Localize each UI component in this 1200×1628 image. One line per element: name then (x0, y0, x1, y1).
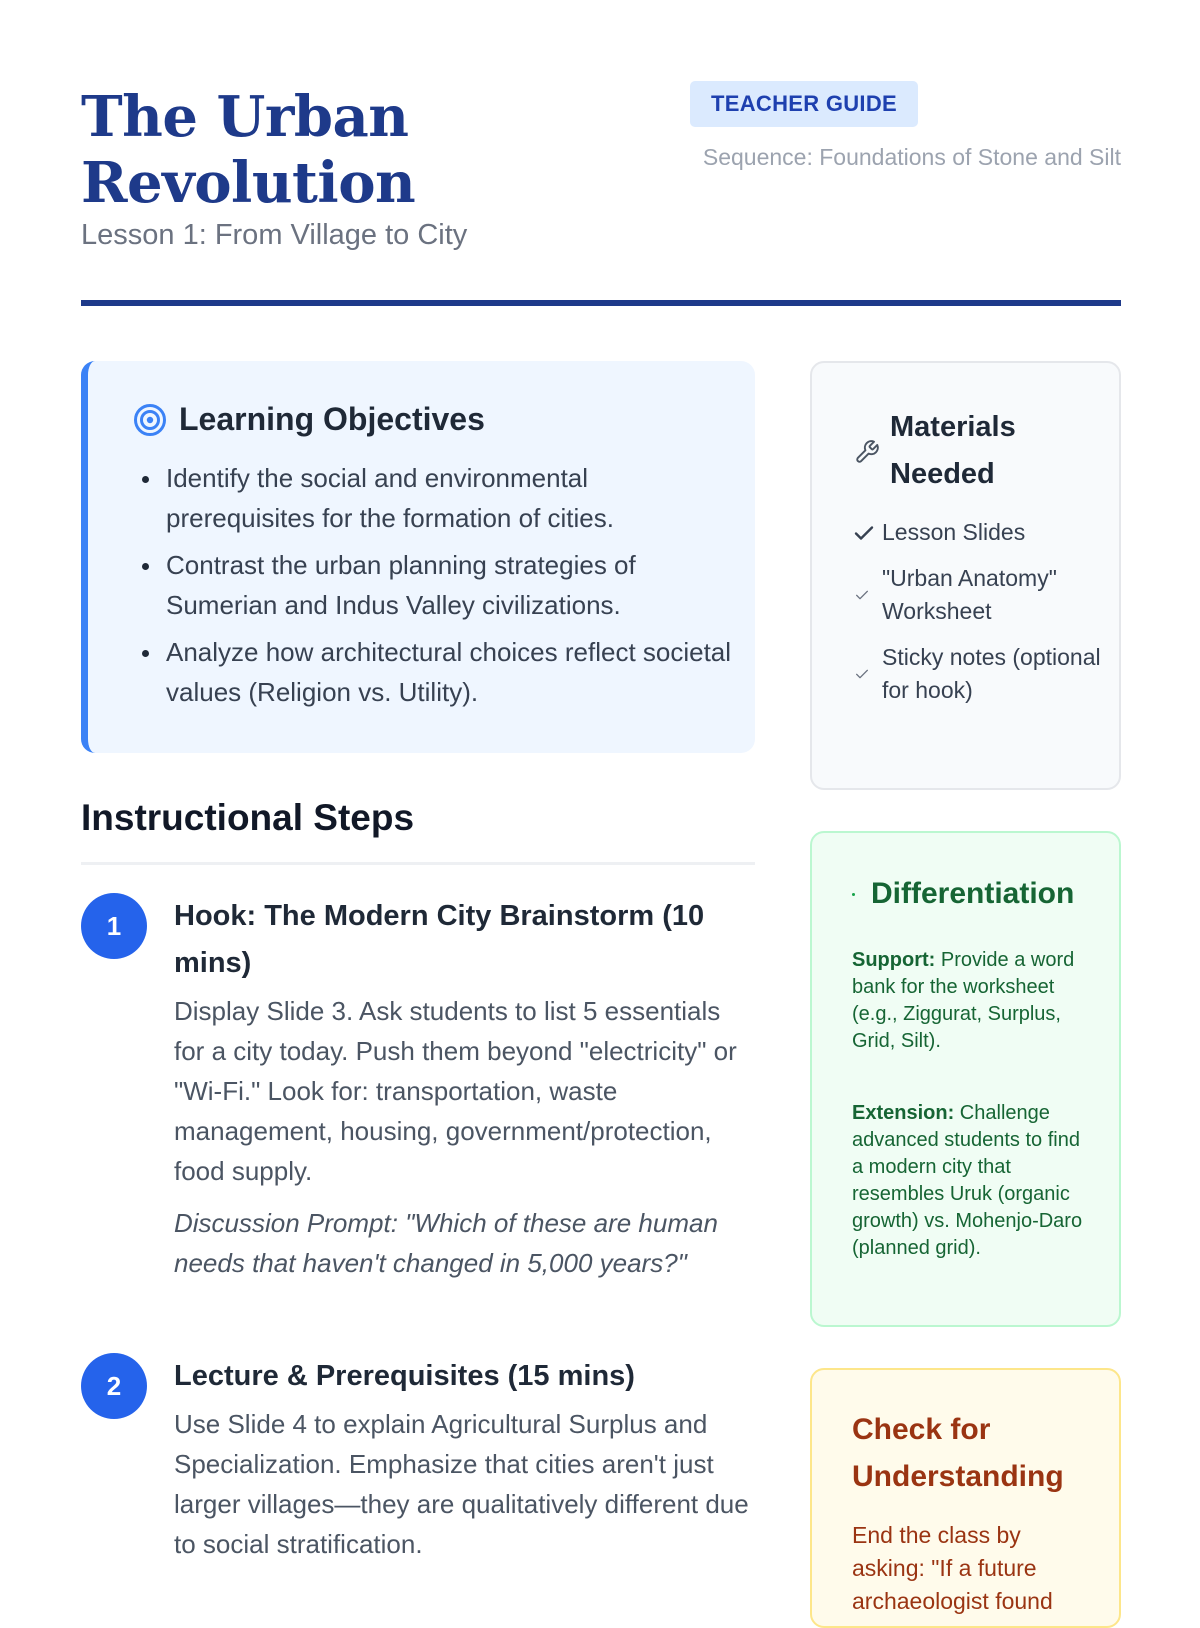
differentiation-card (810, 831, 1121, 1327)
step-number-badge: 2 (81, 1353, 147, 1419)
learning-objectives-panel (81, 361, 755, 753)
target-icon (133, 403, 167, 437)
extension-note (852, 1100, 1087, 1262)
material-label: "Urban Anatomy" Worksheet (882, 565, 1057, 624)
support-note (852, 947, 1087, 1055)
checkmark-icon (852, 521, 876, 545)
step-description: Use Slide 4 to explain Agricultural Surplus and Specialization. Emphasize that cities aren't just larger villages—they are qualitatively different due to social stratification. (174, 1409, 749, 1559)
materials-card (810, 361, 1121, 790)
check-for-understanding-card (810, 1368, 1121, 1628)
material-label: Sticky notes (optional for hook) (882, 644, 1101, 703)
lesson-subtitle: Lesson 1: From Village to City (81, 219, 468, 251)
step-number-badge: 1 (81, 893, 147, 959)
instructional-steps-title: Instructional Steps (81, 797, 415, 838)
material-item (852, 641, 1102, 707)
step-title: Hook: The Modern City Brainstorm (10 mins) (174, 900, 705, 979)
objectives-list (136, 458, 736, 719)
header-divider (81, 300, 1121, 306)
wrench-icon (854, 439, 880, 465)
material-item (852, 562, 1102, 628)
differentiation-title: Differentiation (871, 877, 1075, 910)
extension-label: Extension: (852, 1102, 955, 1124)
step-title: Lecture & Prerequisites (15 mins) (174, 1360, 635, 1392)
sequence-label: Sequence: Foundations of Stone and Silt (702, 144, 1121, 170)
page-header (81, 80, 1121, 306)
materials-title: Materials Needed (890, 411, 1016, 490)
check-title: Check for Understanding (852, 1413, 1064, 1493)
objective-item: Identify the social and environmental prerequisites for the formation of cities. (136, 458, 736, 538)
materials-list (852, 516, 1102, 720)
checkmark-icon (854, 666, 870, 682)
page-title: The Urban Revolution (81, 84, 416, 216)
support-text: Provide a word bank for the worksheet (e.g., Ziggurat, Surplus, Grid, Silt). (852, 949, 1075, 1052)
step-1 (81, 893, 755, 1323)
objectives-heading (133, 401, 485, 438)
material-label: Lesson Slides (882, 519, 1026, 545)
dot-icon (852, 893, 855, 896)
checkmark-icon (854, 587, 870, 603)
differentiation-heading (852, 877, 1074, 911)
extension-text: Challenge advanced students to find a modern city that resembles Uruk (organic growth) vs. Mohenjo-Daro (planned grid). (852, 1102, 1083, 1259)
material-item (852, 516, 1102, 549)
objective-item: Contrast the urban planning strategies of Sumerian and Indus Valley civilizations. (136, 545, 736, 625)
discussion-prompt: Discussion Prompt: "Which of these are human needs that haven't changed in 5,000 years?" (174, 1208, 718, 1278)
objectives-title: Learning Objectives (179, 401, 485, 437)
steps-divider (81, 862, 755, 865)
support-label: Support: (852, 949, 936, 971)
check-text: End the class by asking: "If a future archaeologist found (852, 1522, 1053, 1614)
step-2 (81, 1353, 755, 1600)
step-description: Display Slide 3. Ask students to list 5 essentials for a city today. Push them beyond "electricity" or "Wi-Fi." Look for: transportation, waste management, housing, government/protection, food supply. (174, 996, 737, 1186)
teacher-guide-badge: TEACHER GUIDE (690, 81, 918, 127)
objective-item: Analyze how architectural choices reflect societal values (Religion vs. Utility). (136, 632, 736, 712)
